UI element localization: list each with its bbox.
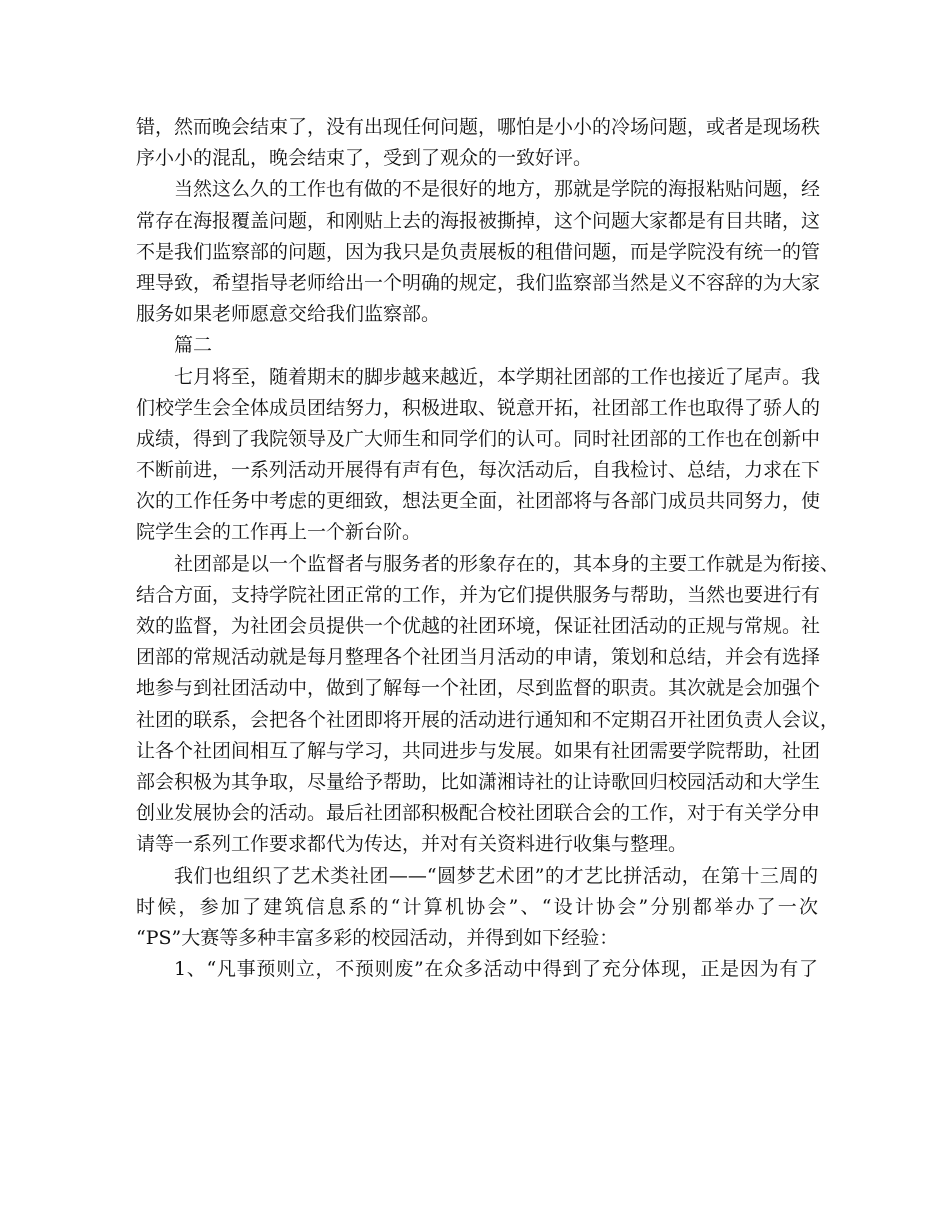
text-line: 服务如果老师愿意交给我们监察部。 — [136, 303, 441, 326]
text-line: 创业发展协会的活动。最后社团部积极配合校社团联合会的工作，对于有关学分申 — [136, 802, 821, 825]
text-line: 七月将至，随着期末的脚步越来越近，本学期社团部的工作也接近了尾声。我 — [174, 365, 821, 388]
text-line: 部会积极为其争取，尽量给予帮助，比如潇湘诗社的让诗歌回归校园活动和大学生 — [136, 770, 821, 793]
document-body — [136, 112, 840, 985]
section-heading — [136, 330, 818, 361]
text-line: 当然这么久的工作也有做的不是很好的地方，那就是学院的海报粘贴问题，经 — [174, 178, 821, 201]
paragraph — [136, 362, 821, 549]
text-line: “PS”大赛等多种丰富多彩的校园活动，并得到如下经验： — [136, 926, 619, 949]
text-line: 常存在海报覆盖问题，和刚贴上去的海报被撕掉，这个问题大家都是有目共睹，这 — [136, 209, 821, 232]
paragraph — [136, 549, 840, 861]
text-line: 次的工作任务中考虑的更细致，想法更全面，社团部将与各部门成员共同努力，使 — [136, 490, 821, 513]
paragraph — [136, 954, 818, 985]
paragraph — [136, 861, 818, 955]
text-line: 成绩，得到了我院领导及广大师生和同学们的认可。同时社团部的工作也在创新中 — [136, 427, 821, 450]
section-heading-text: 篇二 — [174, 334, 213, 357]
text-line: 请等一系列工作要求都代为传达，并对有关资料进行收集与整理。 — [136, 833, 688, 856]
text-line: 社团部是以一个监督者与服务者的形象存在的，其本身的主要工作就是为衔接、 — [174, 552, 840, 575]
text-line: 时候，参加了建筑信息系的“计算机协会”、“设计协会”分别都举办了一次 — [136, 895, 818, 918]
text-line: 社团的联系，会把各个社团即将开展的活动进行通知和不定期召开社团负责人会议， — [136, 708, 840, 731]
text-line: 让各个社团间相互了解与学习，共同进步与发展。如果有社团需要学院帮助，社团 — [136, 739, 821, 762]
text-line: 地参与到社团活动中，做到了解每一个社团，尽到监督的职责。其次就是会加强个 — [136, 677, 821, 700]
text-line: 院学生会的工作再上一个新台阶。 — [136, 521, 422, 544]
text-line: 团部的常规活动就是每月整理各个社团当月活动的申请，策划和总结，并会有选择 — [136, 646, 821, 669]
text-line: 效的监督，为社团会员提供一个优越的社团环境，保证社团活动的正规与常规。社 — [136, 615, 821, 637]
text-line: 不断前进，一系列活动开展得有声有色，每次活动后，自我检讨、总结，力求在下 — [136, 459, 821, 482]
text-line: 不是我们监察部的问题，因为我只是负责展板的租借问题，而是学院没有统一的管 — [136, 240, 821, 263]
text-line: 序小小的混乱，晚会结束了，受到了观众的一致好评。 — [136, 147, 593, 170]
text-line: 错，然而晚会结束了，没有出现任何问题，哪怕是小小的冷场问题，或者是现场秩 — [136, 116, 821, 138]
paragraph — [136, 174, 821, 330]
text-line: 理导致，希望指导老师给出一个明确的规定，我们监察部当然是义不容辞的为大家 — [136, 271, 821, 294]
text-line: 们校学生会全体成员团结努力，积极进取、锐意开拓，社团部工作也取得了骄人的 — [136, 396, 821, 419]
paragraph — [136, 112, 821, 174]
text-line: 结合方面，支持学院社团正常的工作，并为它们提供服务与帮助，当然也要进行有 — [136, 583, 821, 606]
text-line: 我们也组织了艺术类社团——“圆梦艺术团”的才艺比拼活动，在第十三周的 — [174, 864, 818, 887]
text-line: 1、“凡事预则立，不预则废”在众多活动中得到了充分体现，正是因为有了 — [174, 958, 818, 981]
